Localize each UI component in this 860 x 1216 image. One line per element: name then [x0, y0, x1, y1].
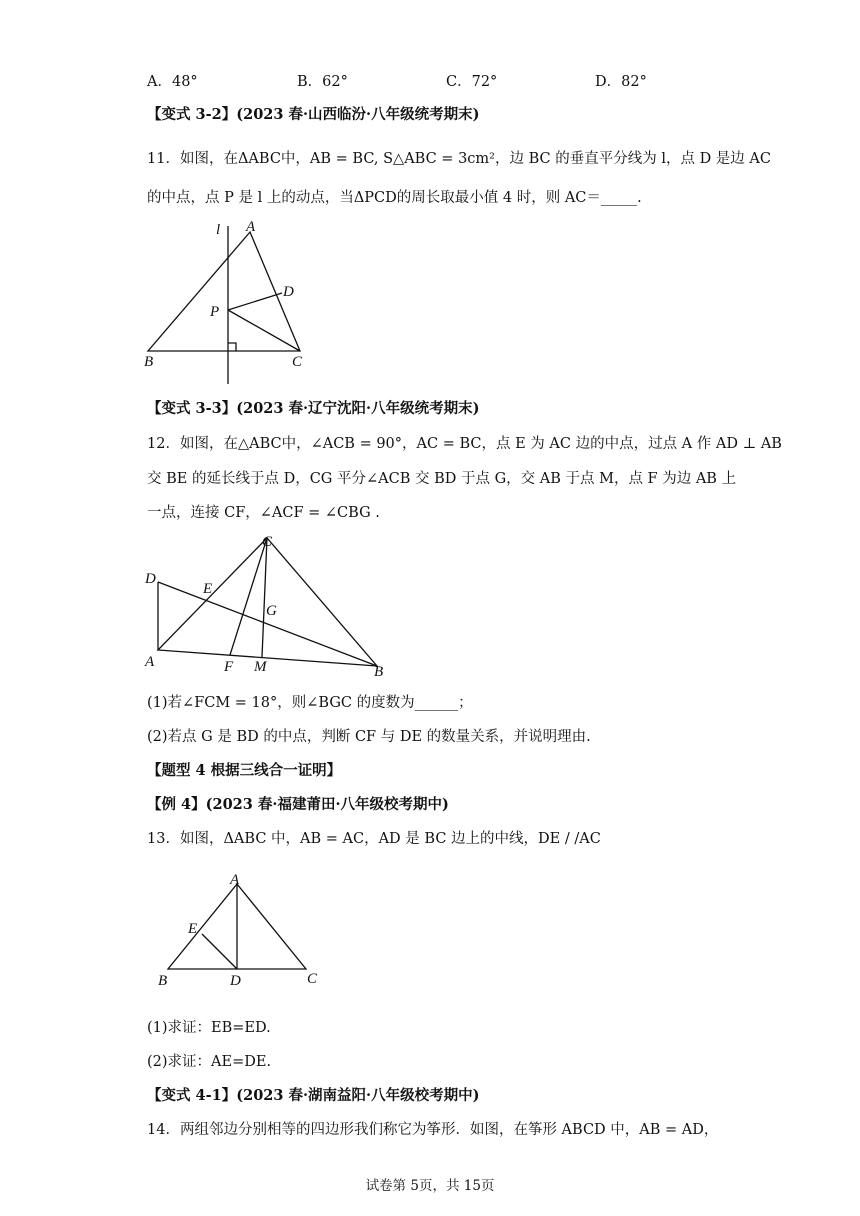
option-c: C．72° [446, 74, 498, 90]
option-a: A．48° [147, 74, 198, 90]
fig2-label-b: B [374, 664, 384, 680]
fig2-label-c: C [262, 534, 273, 550]
figure-problem-11 [140, 216, 320, 388]
figure-problem-13 [150, 872, 330, 996]
problem-13-line-1: 13．如图，ΔABC 中，AB = AC，AD 是 BC 边上的中线，DE / /AC [147, 831, 601, 847]
fig2-label-m: M [254, 659, 267, 675]
fig1-label-l: l [216, 222, 221, 238]
problem-12-line-2: 交 BE 的延长线于点 D，CG 平分∠ACB 交 BD 于点 G，交 AB 于点 M，点 F 为边 AB 上 [147, 471, 737, 487]
fig1-label-p: P [210, 304, 220, 320]
problem-13-part-2: (2)求证：AE=DE. [147, 1054, 272, 1070]
fig3-label-d: D [230, 973, 241, 989]
variant-3-3-heading: 【变式 3-3】(2023 春·辽宁沈阳·八年级统考期末) [147, 400, 480, 417]
problem-11-line-2: 的中点，点 P 是 l 上的动点，当ΔPCD的周长取最小值 4 时，则 AC＝_____. [147, 190, 642, 206]
type-4-heading: 【题型 4 根据三线合一证明】 [147, 762, 342, 779]
problem-11-line-1: 11．如图，在ΔABC中，AB = BC, S△ABC = 3cm²，边 BC 的垂直平分线为 l，点 D 是边 AC [147, 151, 771, 167]
example-4-heading: 【例 4】(2023 春·福建莆田·八年级校考期中) [147, 796, 449, 813]
fig2-label-d: D [145, 571, 156, 587]
fig1-label-a: A [246, 219, 256, 235]
variant-3-2-heading: 【变式 3-2】(2023 春·山西临汾·八年级统考期末) [147, 106, 480, 123]
fig3-label-e: E [188, 921, 198, 937]
problem-12-line-1: 12．如图，在△ABC中，∠ACB = 90°，AC = BC，点 E 为 AC 边的中点，过点 A 作 AD ⊥ AB [147, 436, 782, 452]
page-footer: 试卷第 5页，共 15页 [365, 1178, 495, 1194]
option-b: B．62° [297, 74, 348, 90]
figure-problem-12 [140, 526, 400, 684]
fig3-label-c: C [307, 971, 318, 987]
fig3-label-a: A [230, 872, 240, 888]
fig2-label-g: G [266, 603, 277, 619]
fig2-label-a: A [145, 654, 155, 670]
fig2-label-f: F [224, 659, 234, 675]
variant-4-1-heading: 【变式 4-1】(2023 春·湖南益阳·八年级校考期中) [147, 1087, 480, 1104]
option-d: D．82° [595, 74, 647, 90]
fig3-label-b: B [158, 973, 168, 989]
problem-14-line-1: 14．两组邻边分别相等的四边形我们称它为筝形．如图，在筝形 ABCD 中，AB = AD， [147, 1122, 719, 1138]
fig2-label-e: E [203, 581, 213, 597]
problem-12-line-3: 一点，连接 CF，∠ACF = ∠CBG . [147, 505, 380, 521]
fig1-label-c: C [292, 354, 303, 370]
problem-12-part-1: (1)若∠FCM = 18°，则∠BGC 的度数为______； [147, 695, 473, 711]
problem-13-part-1: (1)求证：EB=ED. [147, 1020, 271, 1036]
fig1-label-d: D [283, 284, 294, 300]
problem-12-part-2: (2)若点 G 是 BD 的中点，判断 CF 与 DE 的数量关系，并说明理由. [147, 729, 591, 745]
fig1-label-b: B [144, 354, 154, 370]
